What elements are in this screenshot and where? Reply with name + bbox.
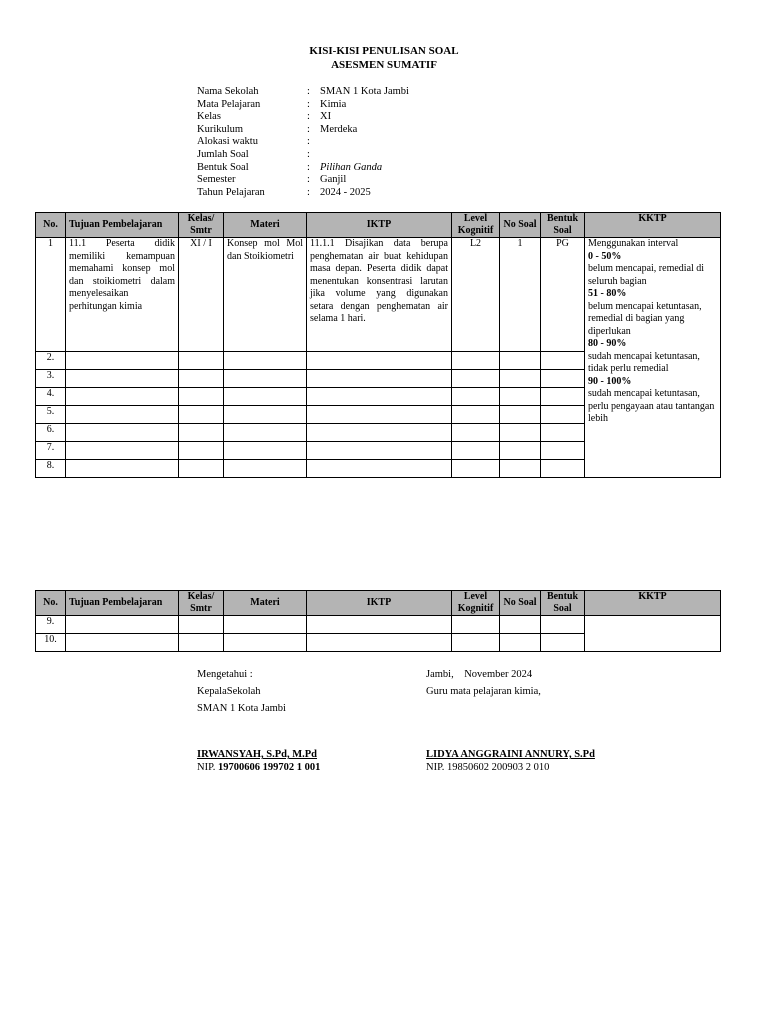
- cell-no: 8.: [36, 460, 66, 478]
- empty-cell: [500, 424, 541, 442]
- place-date: Jambi, November 2024: [426, 669, 533, 680]
- teacher-title: Guru mata pelajaran kimia,: [426, 686, 541, 697]
- empty-cell: [66, 424, 179, 442]
- empty-cell: [307, 352, 452, 370]
- empty-cell: [66, 442, 179, 460]
- empty-cell: [179, 370, 224, 388]
- info-colon: :: [307, 111, 310, 123]
- empty-cell: [452, 406, 500, 424]
- info-colon: :: [307, 136, 310, 148]
- empty-cell: [66, 406, 179, 424]
- table-row: [36, 238, 721, 352]
- empty-cell: [224, 406, 307, 424]
- empty-cell: [66, 616, 179, 634]
- empty-cell: [500, 442, 541, 460]
- header-iktp: IKTP: [307, 213, 452, 238]
- grid-table-main: [35, 212, 721, 478]
- info-value: Kimia: [320, 98, 347, 110]
- empty-cell: [541, 388, 585, 406]
- header-nosoal: No Soal: [500, 591, 541, 616]
- empty-cell: [541, 634, 585, 652]
- kktp-intro: Menggunakan interval: [588, 238, 679, 249]
- empty-cell: [541, 442, 585, 460]
- cell-kktp: [585, 238, 721, 478]
- grid-table-continued: [35, 590, 721, 652]
- info-colon: :: [307, 98, 310, 110]
- empty-cell: [224, 442, 307, 460]
- header-kelas: Kelas/ Smtr: [179, 213, 224, 238]
- header-no: No.: [36, 213, 66, 238]
- empty-cell: [224, 388, 307, 406]
- header-tujuan: Tujuan Pembelajaran: [66, 213, 179, 238]
- info-label: Semester: [197, 174, 236, 186]
- header-materi: Materi: [224, 213, 307, 238]
- empty-cell: [500, 460, 541, 478]
- empty-cell: [307, 424, 452, 442]
- cell-bentuk: PG: [541, 238, 585, 352]
- empty-cell: [224, 634, 307, 652]
- cell-no: 2.: [36, 352, 66, 370]
- header-level: Level Kognitif: [452, 213, 500, 238]
- header-kktp: KKTP: [585, 213, 721, 238]
- kktp-range-1: 0 - 50%: [588, 250, 622, 262]
- kktp-range-2: 51 - 80%: [588, 288, 627, 299]
- empty-cell: [541, 424, 585, 442]
- empty-cell: [224, 460, 307, 478]
- principal-name: IRWANSYAH, S.Pd, M.Pd: [197, 749, 318, 760]
- info-row: [197, 187, 409, 200]
- empty-cell: [66, 634, 179, 652]
- empty-cell: [500, 406, 541, 424]
- empty-cell: [179, 442, 224, 460]
- cell-no: 6.: [36, 424, 66, 442]
- header-iktp: IKTP: [307, 591, 452, 616]
- info-row: [197, 86, 409, 99]
- empty-cell: [452, 352, 500, 370]
- info-colon: :: [307, 86, 310, 97]
- title-line-1: KISI-KISI PENULISAN SOAL: [309, 45, 459, 57]
- info-value: Ganjil: [320, 174, 347, 186]
- info-row: [197, 111, 409, 124]
- document-title: [0, 44, 768, 72]
- cell-tujuan: 11.1 Peserta didik memiliki kemampuan memahami konsep mol dan stoikiometri dalam menyelesaikan perhitungan kimia: [66, 238, 179, 352]
- kktp-desc-4: sudah mencapai ketuntasan, perlu pengayaan atau tantangan lebih: [588, 388, 715, 424]
- nip-number: 19700606 199702 1 001: [218, 761, 321, 773]
- acknowledge-label: Mengetahui :: [197, 669, 253, 680]
- info-colon: :: [307, 148, 310, 160]
- info-row: [197, 136, 409, 149]
- info-colon: :: [307, 186, 310, 198]
- empty-cell: [452, 424, 500, 442]
- info-value: XI: [320, 111, 332, 123]
- info-label: Kelas: [197, 111, 221, 123]
- header-materi: Materi: [224, 591, 307, 616]
- empty-cell: [66, 388, 179, 406]
- title-line-2: ASESMEN SUMATIF: [331, 59, 437, 71]
- info-label: Tahun Pelajaran: [197, 186, 265, 198]
- empty-cell: [452, 442, 500, 460]
- empty-cell: [452, 634, 500, 652]
- principal-title: KepalaSekolah: [197, 686, 261, 697]
- empty-cell: [66, 370, 179, 388]
- empty-cell: [307, 388, 452, 406]
- empty-cell: [541, 370, 585, 388]
- info-value: SMAN 1 Kota Jambi: [320, 86, 409, 97]
- info-value: Merdeka: [320, 123, 358, 135]
- cell-kktp: [585, 616, 721, 652]
- header-no: No.: [36, 591, 66, 616]
- signature-left-block: [197, 666, 286, 717]
- empty-cell: [224, 616, 307, 634]
- empty-cell: [179, 388, 224, 406]
- teacher-signature: [426, 749, 595, 774]
- table-header-row: [36, 591, 721, 616]
- empty-cell: [452, 388, 500, 406]
- info-row: [197, 124, 409, 137]
- empty-cell: [66, 352, 179, 370]
- empty-cell: [307, 616, 452, 634]
- empty-cell: [452, 616, 500, 634]
- info-label: Jumlah Soal: [197, 148, 249, 160]
- cell-no: 4.: [36, 388, 66, 406]
- empty-cell: [452, 370, 500, 388]
- cell-no: 1: [36, 238, 66, 352]
- teacher-name: LIDYA ANGGRAINI ANNURY, S.Pd: [426, 749, 595, 760]
- kktp-range-4: 90 - 100%: [588, 375, 632, 387]
- empty-cell: [179, 424, 224, 442]
- info-colon: :: [307, 174, 310, 186]
- empty-cell: [541, 352, 585, 370]
- kktp-desc-1: belum mencapai, remedial di seluruh bagian: [588, 263, 705, 287]
- header-bentuk: Bentuk Soal: [541, 213, 585, 238]
- empty-cell: [307, 460, 452, 478]
- cell-kelas: XI / I: [179, 238, 224, 352]
- empty-cell: [541, 460, 585, 478]
- empty-cell: [307, 442, 452, 460]
- cell-iktp: 11.1.1 Disajikan data berupa penghematan air buat kehidupan masa depan. Peserta didik dapat menentukan konsentrasi larutan jika volume yang digunakan setara dengan penghematan air selama 1 hari.: [307, 238, 452, 352]
- table-row: [36, 616, 721, 634]
- kktp-desc-3: sudah mencapai ketuntasan, tidak perlu remedial: [588, 350, 700, 374]
- info-row: [197, 162, 409, 175]
- header-kktp: KKTP: [585, 591, 721, 616]
- table-header-row: [36, 213, 721, 238]
- info-row: [197, 149, 409, 162]
- school-info-block: [197, 86, 409, 199]
- header-nosoal: No Soal: [500, 213, 541, 238]
- empty-cell: [179, 616, 224, 634]
- info-label: Kurikulum: [197, 123, 244, 135]
- empty-cell: [224, 424, 307, 442]
- header-tujuan: Tujuan Pembelajaran: [66, 591, 179, 616]
- header-level: Level Kognitif: [452, 591, 500, 616]
- info-row: [197, 99, 409, 112]
- cell-nosoal: 1: [500, 238, 541, 352]
- cell-level: L2: [452, 238, 500, 352]
- empty-cell: [541, 406, 585, 424]
- empty-cell: [541, 616, 585, 634]
- cell-no: 3.: [36, 370, 66, 388]
- empty-cell: [224, 352, 307, 370]
- empty-cell: [66, 460, 179, 478]
- empty-cell: [179, 406, 224, 424]
- info-label: Nama Sekolah: [197, 86, 259, 97]
- info-label: Mata Pelajaran: [197, 98, 261, 110]
- kktp-range-3: 80 - 90%: [588, 338, 627, 349]
- cell-no: 7.: [36, 442, 66, 460]
- principal-school: SMAN 1 Kota Jambi: [197, 703, 286, 714]
- header-bentuk: Bentuk Soal: [541, 591, 585, 616]
- empty-cell: [500, 352, 541, 370]
- cell-no: 10.: [36, 634, 66, 652]
- info-label: Bentuk Soal: [197, 161, 249, 173]
- principal-nip: [197, 762, 320, 775]
- empty-cell: [500, 634, 541, 652]
- kktp-desc-2: belum mencapai ketuntasan, remedial di bagian yang diperlukan: [588, 300, 702, 337]
- info-value: 2024 - 2025: [320, 186, 371, 198]
- empty-cell: [500, 370, 541, 388]
- cell-no: 9.: [36, 616, 66, 634]
- cell-no: 5.: [36, 406, 66, 424]
- empty-cell: [179, 634, 224, 652]
- empty-cell: [307, 634, 452, 652]
- header-kelas: Kelas/ Smtr: [179, 591, 224, 616]
- empty-cell: [224, 370, 307, 388]
- empty-cell: [500, 388, 541, 406]
- info-colon: :: [307, 161, 310, 173]
- cell-materi: Konsep mol Mol dan Stoikiometri: [224, 238, 307, 352]
- empty-cell: [452, 460, 500, 478]
- teacher-nip: NIP. 19850602 200903 2 010: [426, 761, 550, 773]
- info-value: Pilihan Ganda: [320, 161, 383, 173]
- principal-signature: [197, 749, 320, 774]
- empty-cell: [179, 460, 224, 478]
- info-label: Alokasi waktu: [197, 136, 258, 148]
- empty-cell: [500, 616, 541, 634]
- info-colon: :: [307, 123, 310, 135]
- signature-right-block: [426, 666, 541, 700]
- empty-cell: [179, 352, 224, 370]
- empty-cell: [307, 370, 452, 388]
- nip-label: NIP.: [197, 761, 216, 773]
- info-row: [197, 174, 409, 187]
- empty-cell: [307, 406, 452, 424]
